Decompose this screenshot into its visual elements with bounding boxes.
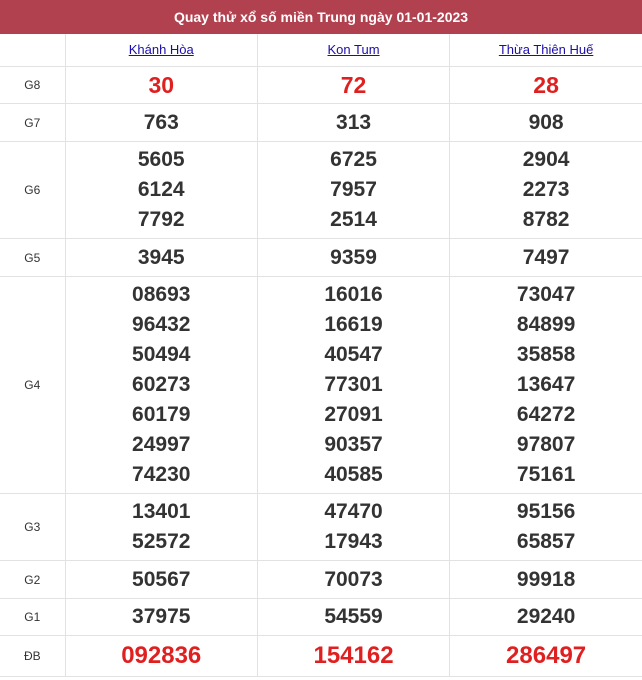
prize-label: G1	[0, 599, 65, 636]
prize-cell	[257, 599, 449, 636]
prize-cell	[65, 599, 257, 636]
prize-label: G4	[0, 277, 65, 494]
prize-cell	[450, 599, 642, 636]
prize-number: 77301	[324, 373, 383, 396]
prize-number: 70073	[324, 567, 383, 591]
prize-label: ĐB	[0, 636, 65, 677]
prize-number: 64272	[516, 403, 576, 426]
prize-row-g5	[0, 239, 642, 277]
page-title: Quay thử xổ số miền Trung ngày 01-01-2023	[0, 0, 642, 34]
prize-row-g6	[0, 142, 642, 239]
prize-row-g4	[0, 277, 642, 494]
province-link-khanh-hoa[interactable]: Khánh Hòa	[128, 42, 194, 57]
prize-number: 60179	[132, 403, 191, 426]
prize-cell	[257, 636, 449, 677]
prize-number: 16016	[324, 283, 383, 306]
prize-cell	[257, 142, 449, 239]
prize-cell	[65, 277, 257, 494]
prize-number: 13401	[132, 500, 191, 523]
prize-number: 27091	[324, 403, 383, 426]
prize-number: 6725	[330, 148, 377, 171]
prize-cell	[257, 561, 449, 599]
prize-label: G8	[0, 67, 65, 104]
prize-number: 24997	[132, 433, 191, 456]
prize-cell	[450, 561, 642, 599]
prize-number: 90357	[324, 433, 383, 456]
prize-label: G2	[0, 561, 65, 599]
prize-cell	[257, 104, 449, 142]
prize-number: 47470	[324, 500, 383, 523]
prize-cell	[450, 239, 642, 277]
special-prize-number: 154162	[313, 642, 394, 669]
results-table	[0, 34, 642, 677]
province-header	[450, 34, 642, 67]
prize-number: 9359	[330, 245, 377, 269]
prize-cell	[65, 104, 257, 142]
prize-number: 72	[340, 72, 367, 98]
province-link-kon-tum[interactable]: Kon Tum	[327, 42, 380, 57]
prize-number: 908	[528, 110, 564, 134]
prize-number: 16619	[324, 313, 383, 336]
prize-number: 13647	[516, 373, 576, 396]
prize-number: 17943	[324, 530, 383, 553]
province-link-thua-thien-hue[interactable]: Thừa Thiên Huế	[498, 42, 594, 57]
prize-number: 37975	[132, 605, 191, 628]
prize-row-g7	[0, 104, 642, 142]
prize-cell	[450, 636, 642, 677]
prize-number: 5605	[137, 148, 185, 171]
prize-cell	[65, 636, 257, 677]
prize-number: 40585	[324, 463, 383, 486]
prize-number: 08693	[132, 283, 191, 306]
prize-cell	[65, 142, 257, 239]
prize-number: 7957	[330, 178, 377, 201]
header-empty-cell	[0, 34, 65, 67]
prize-cell	[450, 494, 642, 561]
prize-number: 2514	[330, 208, 377, 231]
province-header	[65, 34, 257, 67]
prize-row-g1	[0, 599, 642, 636]
prize-number: 75161	[516, 463, 576, 486]
province-header-row	[0, 34, 642, 67]
prize-label: G3	[0, 494, 65, 561]
prize-number: 65857	[516, 530, 576, 553]
prize-number: 84899	[516, 313, 576, 336]
province-header	[257, 34, 449, 67]
prize-number: 8782	[522, 208, 570, 231]
prize-number: 73047	[516, 283, 576, 306]
prize-number: 99918	[516, 567, 576, 591]
prize-number: 7792	[137, 208, 185, 231]
special-prize-number: 286497	[506, 642, 587, 669]
prize-row-g3	[0, 494, 642, 561]
prize-cell	[257, 239, 449, 277]
prize-cell	[450, 142, 642, 239]
prize-number: 7497	[522, 245, 570, 269]
prize-cell	[65, 561, 257, 599]
prize-number: 28	[533, 72, 559, 98]
prize-number: 3945	[137, 245, 185, 269]
prize-number: 95156	[516, 500, 576, 523]
prize-number: 2904	[522, 148, 570, 171]
prize-cell	[65, 494, 257, 561]
prize-cell	[450, 67, 642, 104]
prize-number: 74230	[132, 463, 191, 486]
prize-cell	[450, 104, 642, 142]
prize-cell	[450, 277, 642, 494]
special-prize-number: 092836	[121, 642, 202, 669]
prize-number: 313	[336, 110, 372, 134]
prize-number: 52572	[132, 530, 191, 553]
prize-number: 60273	[132, 373, 191, 396]
prize-label: G7	[0, 104, 65, 142]
prize-number: 40547	[324, 343, 383, 366]
prize-cell	[65, 239, 257, 277]
prize-number: 50567	[132, 567, 191, 591]
prize-number: 30	[148, 72, 175, 98]
prize-number: 763	[143, 110, 179, 134]
prize-number: 54559	[324, 605, 383, 628]
prize-number: 2273	[522, 178, 570, 201]
prize-label: G5	[0, 239, 65, 277]
prize-number: 50494	[132, 343, 191, 366]
prize-number: 97807	[516, 433, 576, 456]
prize-number: 29240	[516, 605, 576, 628]
prize-cell	[257, 494, 449, 561]
prize-row-special	[0, 636, 642, 677]
prize-cell	[257, 67, 449, 104]
prize-row-g8	[0, 67, 642, 104]
prize-label: G6	[0, 142, 65, 239]
prize-row-g2	[0, 561, 642, 599]
prize-cell	[257, 277, 449, 494]
prize-cell	[65, 67, 257, 104]
prize-number: 35858	[516, 343, 576, 366]
prize-number: 96432	[132, 313, 191, 336]
prize-number: 6124	[137, 178, 185, 201]
